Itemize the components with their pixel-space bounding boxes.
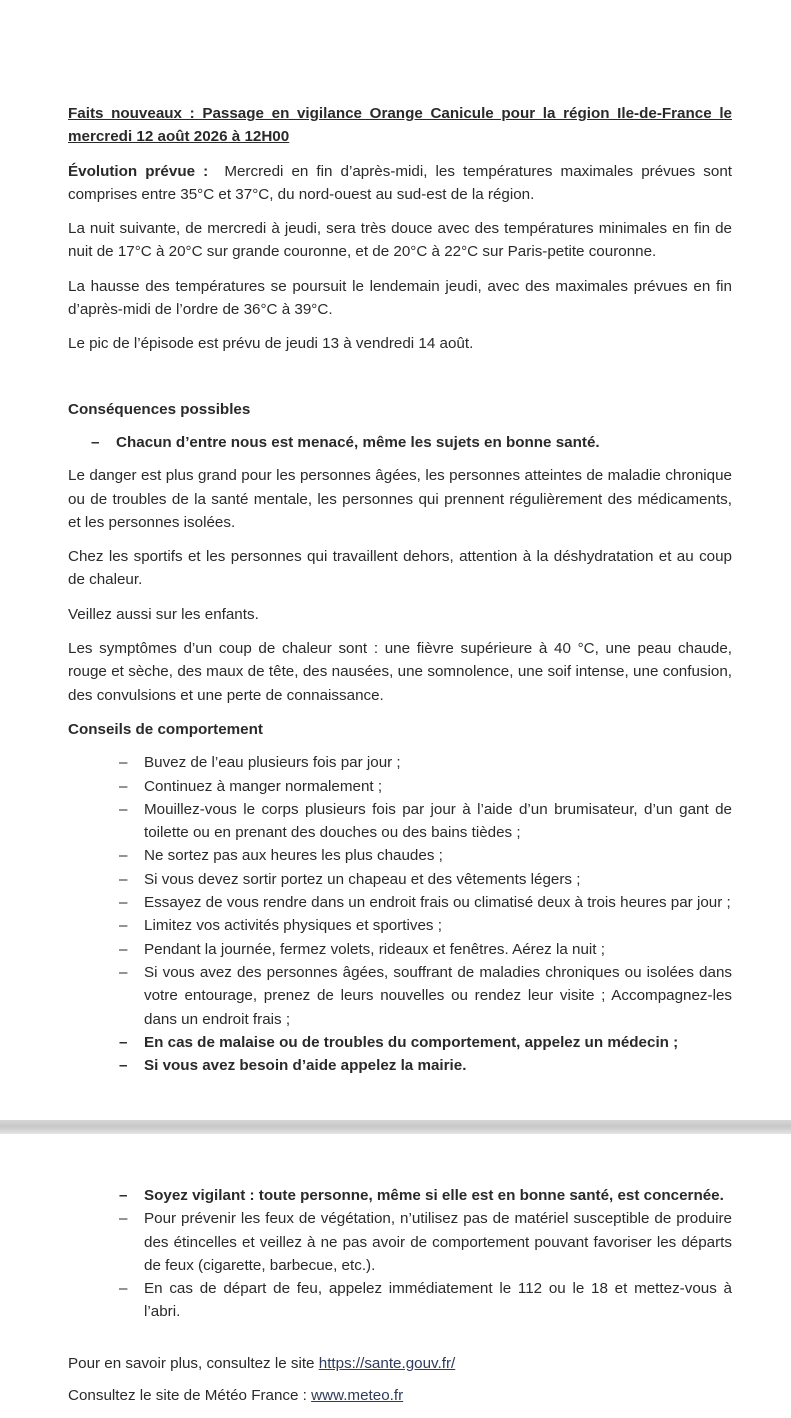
dash-mark: – [119, 1210, 128, 1228]
dash-mark: – [119, 870, 128, 888]
list-item [119, 1207, 732, 1277]
dash-mark: – [119, 847, 128, 865]
evolution-paragraph [68, 160, 732, 207]
list-item-text: Continuez à manger normalement ; [144, 777, 383, 795]
dash-mark: – [119, 1057, 128, 1075]
list-item [119, 775, 732, 798]
dash-mark: – [119, 1033, 128, 1051]
list-item [119, 1054, 732, 1077]
page-separator [0, 1120, 791, 1134]
page-1-content [68, 102, 732, 1077]
sports-paragraph: Chez les sportifs et les personnes qui travaillent dehors, attention à la déshydratation et au coup de chaleur. [68, 548, 732, 589]
dash-mark: – [119, 777, 128, 795]
meteo-line [68, 1384, 732, 1407]
children-paragraph: Veillez aussi sur les enfants. [68, 605, 259, 623]
spacer [68, 367, 732, 398]
dash-mark: – [119, 1280, 128, 1298]
list-item-text: Si vous avez des personnes âgées, souffrant de maladies chroniques ou isolées dans votre entourage, prenez de leurs nouvelles ou rendez leur visite ; Accompagnez-les dans un endroit frais ; [144, 963, 732, 1028]
meteo-link[interactable]: www.meteo.fr [311, 1387, 404, 1405]
document-title: Faits nouveaux : Passage en vigilance Orange Canicule pour la région Ile-de-France le mercredi 12 août 2026 à 12H00 [68, 105, 732, 146]
list-item-text: Pour prévenir les feux de végétation, n’utilisez pas de matériel susceptible de produire des étincelles et veillez à ne pas avoir de comportement pouvant favoriser les départs de feux (cigarette, barbecue, etc.). [144, 1210, 732, 1274]
meteo-label: Consultez le site de Météo France : [68, 1387, 307, 1405]
advice-heading: Conseils de comportement [68, 720, 263, 738]
evolution-label: Évolution prévue : [68, 162, 209, 180]
rise-paragraph: La hausse des températures se poursuit le lendemain jeudi, avec des maximales prévues en fin d’après-midi de l’ordre de 36°C à 39°C. [68, 277, 732, 319]
list-item-text: Soyez vigilant : toute personne, même si elle est en bonne santé, est concernée. [144, 1187, 724, 1204]
sante-link[interactable]: https://sante.gouv.fr/ [318, 1354, 456, 1372]
list-item [119, 938, 732, 961]
list-item [119, 751, 732, 774]
dash-mark: – [119, 917, 128, 935]
list-item [119, 798, 732, 845]
list-item [119, 891, 732, 914]
list-item-text: Buvez de l’eau plusieurs fois par jour ; [144, 754, 401, 772]
list-item-text: Ne sortez pas aux heures les plus chaudes ; [144, 847, 443, 865]
consequences-list [68, 431, 732, 454]
evolution-text: Mercredi en fin d’après-midi, les températures maximales prévues sont comprises entre 35°C et 37°C, du nord-ouest au sud-est de la région. [68, 162, 732, 203]
list-item-text: Si vous avez besoin d’aide appelez la mairie. [144, 1057, 467, 1075]
dash-mark: – [119, 940, 128, 958]
page-2-content [68, 1184, 732, 1416]
list-item-text: Pendant la journée, fermez volets, rideaux et fenêtres. Aérez la nuit ; [144, 940, 605, 958]
consequences-heading: Conséquences possibles [68, 400, 251, 418]
list-item [91, 431, 732, 454]
list-item [119, 844, 732, 867]
fire-list [68, 1184, 732, 1324]
symptoms-paragraph: Les symptômes d’un coup de chaleur sont : une fièvre supérieure à 40 °C, une peau chaude, rouge et sèche, des maux de tête, des nausées, une somnolence, une soif intense, une confusion, des convulsions et une perte de connaissance. [68, 640, 732, 704]
list-item-text: En cas de malaise ou de troubles du comportement, appelez un médecin ; [144, 1033, 679, 1051]
more-info-line [68, 1352, 732, 1375]
peak-paragraph: Le pic de l’épisode est prévu de jeudi 13 à vendredi 14 août. [68, 335, 474, 353]
more-info-label: Pour en savoir plus, consultez le site [68, 1354, 315, 1372]
list-item-text: Mouillez-vous le corps plusieurs fois par jour à l’aide d’un brumisateur, d’un gant de toilette ou en prenant des douches ou des bains tièdes ; [144, 800, 732, 842]
list-item-text: Limitez vos activités physiques et sportives ; [144, 917, 442, 935]
dash-mark: – [119, 894, 128, 912]
list-item-text: Essayez de vous rendre dans un endroit frais ou climatisé deux à trois heures par jour ; [144, 894, 731, 912]
list-item-text: En cas de départ de feu, appelez immédiatement le 112 ou le 18 et mettez-vous à l’abri. [144, 1280, 732, 1321]
dash-mark: – [119, 754, 128, 772]
night-paragraph: La nuit suivante, de mercredi à jeudi, sera très douce avec des températures minimales en fin de nuit de 17°C à 20°C sur grande couronne, et de 20°C à 22°C sur Paris-petite couronne. [68, 220, 732, 261]
list-item [119, 961, 732, 1031]
list-item [119, 868, 732, 891]
dash-mark: – [119, 800, 128, 818]
list-item-text: Si vous devez sortir portez un chapeau et des vêtements légers ; [144, 870, 581, 888]
list-item-text: Chacun d’entre nous est menacé, même les sujets en bonne santé. [116, 433, 600, 451]
list-item [119, 1031, 732, 1054]
dash-mark: – [119, 963, 128, 981]
list-item [119, 1184, 732, 1207]
dash-mark: – [119, 1187, 128, 1204]
dash-mark: – [91, 433, 100, 451]
list-item [119, 1277, 732, 1324]
danger-paragraph: Le danger est plus grand pour les personnes âgées, les personnes atteintes de maladie chronique ou de troubles de la santé mentale, les personnes qui prennent régulièrement des médicaments, et les personnes isolées. [68, 467, 732, 531]
list-item [119, 914, 732, 937]
advice-list [68, 751, 732, 1077]
